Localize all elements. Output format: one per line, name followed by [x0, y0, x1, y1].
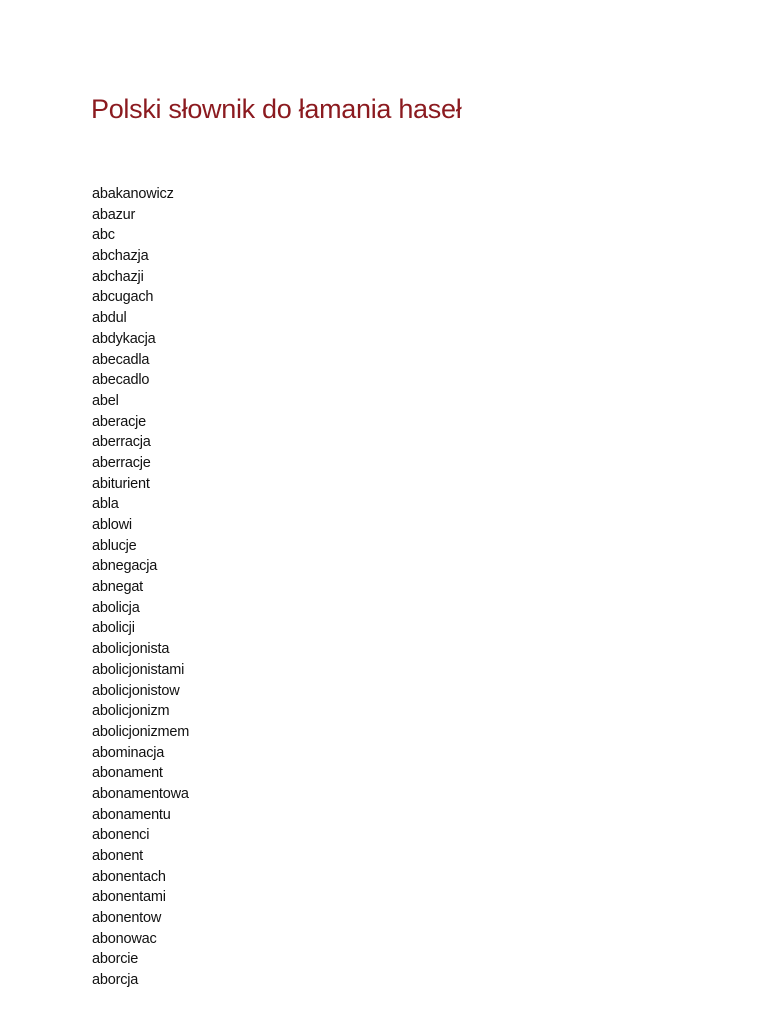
list-item: abdul	[92, 310, 127, 327]
list-item: aberracja	[92, 434, 151, 451]
list-item: abonent	[92, 848, 144, 864]
list-item: abolicjonistami	[92, 661, 185, 678]
list-item: abonenci	[92, 827, 150, 844]
list-item: abchazja	[92, 248, 149, 265]
word-list	[92, 184, 189, 991]
list-item: abolicjonistow	[92, 682, 180, 699]
list-item: abnegacja	[92, 558, 158, 575]
list-item: abdykacja	[92, 330, 156, 347]
list-item: abecadla	[92, 351, 150, 368]
list-item: abel	[92, 392, 119, 409]
list-item: abolicjonista	[92, 641, 170, 658]
list-item: abonamentu	[92, 806, 171, 823]
list-item: abcugach	[92, 289, 154, 306]
list-item: abonamentowa	[92, 785, 189, 802]
list-item: aborcja	[92, 972, 139, 989]
list-item: abchazji	[92, 268, 144, 285]
list-item: abiturient	[92, 475, 150, 492]
list-item: abominacja	[92, 744, 165, 761]
list-item: abakanowicz	[92, 186, 174, 202]
list-item: abolicjonizm	[92, 703, 170, 720]
list-item: abolicjonizmem	[92, 723, 190, 740]
list-item: abla	[92, 496, 119, 513]
list-item: abonament	[92, 765, 163, 782]
list-item: abc	[92, 227, 115, 244]
document-title: Polski słownik do łamania haseł	[91, 94, 462, 124]
list-item: abonowac	[92, 930, 157, 947]
list-item: abolicja	[92, 599, 140, 616]
list-item: abolicji	[92, 620, 135, 637]
list-item: ablucje	[92, 537, 137, 554]
list-item: aborcie	[92, 951, 139, 968]
list-item: abecadlo	[92, 372, 150, 389]
list-item: abonentow	[92, 910, 162, 927]
list-item: aberacje	[92, 413, 147, 430]
list-item: abazur	[92, 206, 136, 223]
list-item: abonentach	[92, 868, 166, 885]
list-item: abnegat	[92, 579, 144, 596]
list-item: abonentami	[92, 889, 166, 906]
list-item: aberracje	[92, 454, 151, 471]
list-item: ablowi	[92, 517, 132, 533]
